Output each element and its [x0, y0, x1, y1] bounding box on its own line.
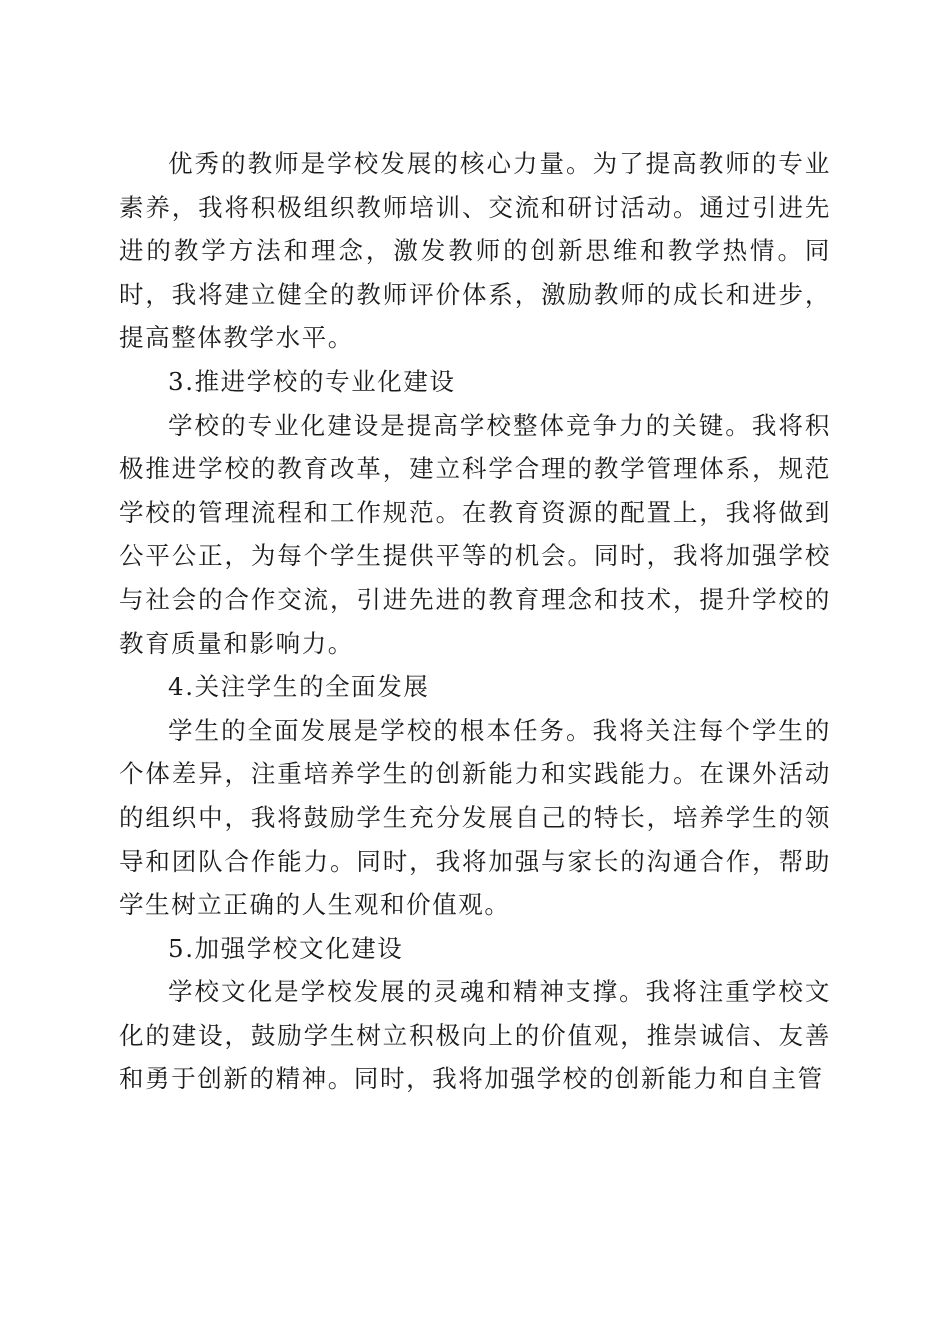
paragraph-teacher-development: 优秀的教师是学校发展的核心力量。为了提高教师的专业素养，我将积极组织教师培训、交流和研讨活动。通过引进先进的教学方法和理念，激发教师的创新思维和教学热情。同时，我将建立健全的教师评价体系，激励教师的成长和进步，提高整体教学水平。: [119, 149, 831, 353]
paragraph-school-culture: 学校文化是学校发展的灵魂和精神支撑。我将注重学校文化的建设，鼓励学生树立积极向上的价值观，推崇诚信、友善和勇于创新的精神。同时，我将加强学校的创新能力和自主管: [119, 977, 831, 1094]
section-heading-3: 3.推进学校的专业化建设: [168, 366, 456, 396]
paragraph-specialization: 学校的专业化建设是提高学校整体竞争力的关键。我将积极推进学校的教育改革，建立科学合理的教学管理体系，规范学校的管理流程和工作规范。在教育资源的配置上，我将做到公平公正，为每个学生提供平等的机会。同时，我将加强学校与社会的合作交流，引进先进的教育理念和技术，提升学校的教育质量和影响力。: [119, 410, 831, 658]
section-heading-5: 5.加强学校文化建设: [168, 933, 404, 963]
document-body: [119, 142, 831, 1101]
section-heading-4: 4.关注学生的全面发展: [168, 672, 430, 702]
paragraph-student-development: 学生的全面发展是学校的根本任务。我将关注每个学生的个体差异，注重培养学生的创新能力和实践能力。在课外活动的组织中，我将鼓励学生充分发展自己的特长，培养学生的领导和团队合作能力。同时，我将加强与家长的沟通合作，帮助学生树立正确的人生观和价值观。: [119, 715, 831, 920]
